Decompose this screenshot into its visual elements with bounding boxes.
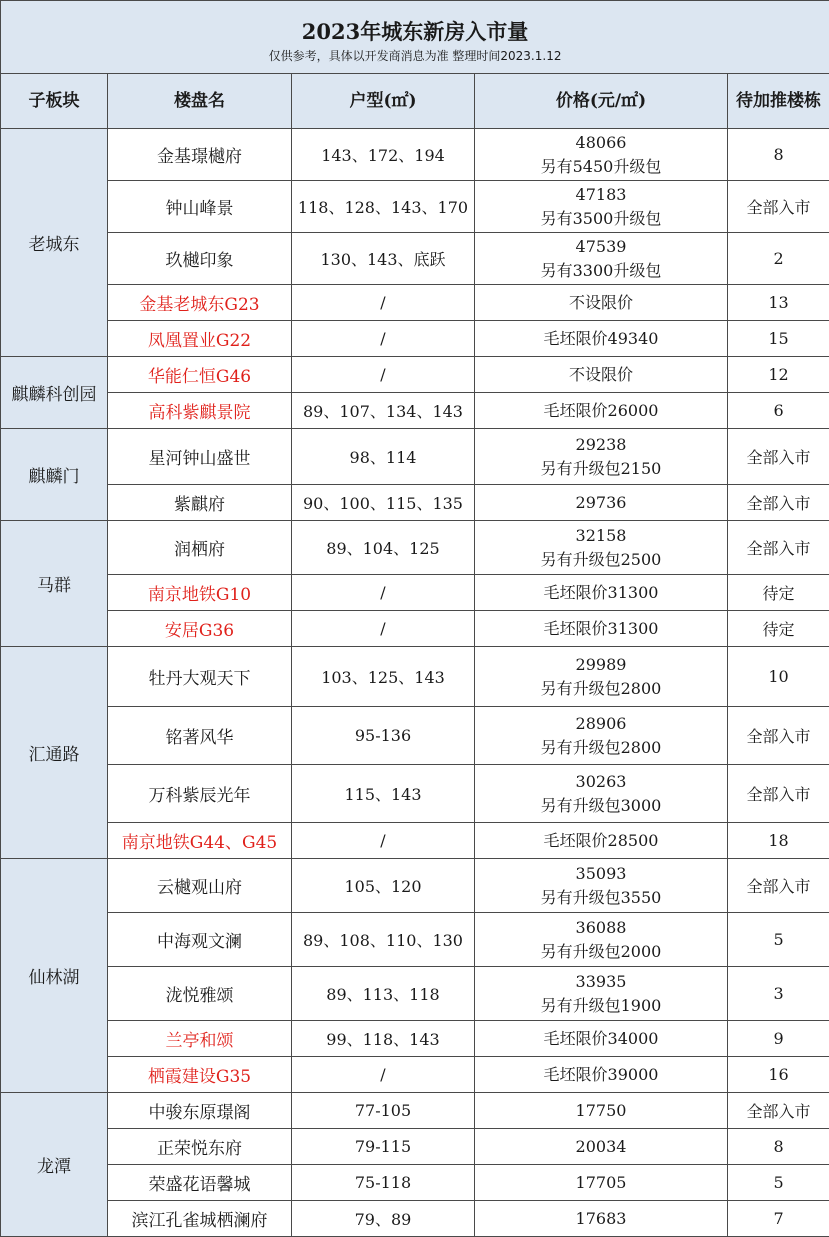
- unit-sizes: /: [292, 823, 475, 859]
- unit-sizes: /: [292, 575, 475, 611]
- project-name: 凤凰置业G22: [108, 321, 292, 357]
- project-name: 金基老城东G23: [108, 285, 292, 321]
- pending-buildings: 8: [728, 1129, 829, 1165]
- table-row: [1, 429, 829, 485]
- price-cell: [475, 611, 728, 647]
- price-value: 17683: [477, 1207, 725, 1231]
- pending-buildings: 全部入市: [728, 181, 829, 233]
- table-row: [1, 1165, 829, 1201]
- price-value: 35093: [477, 862, 725, 886]
- table-row: [1, 233, 829, 285]
- header-region: 子板块: [1, 74, 108, 129]
- price-note: 另有升级包3000: [477, 794, 725, 818]
- price-value: 毛坯限价31300: [477, 581, 725, 605]
- price-cell: [475, 285, 728, 321]
- header-price: 价格(元/㎡): [475, 74, 728, 129]
- table-row: [1, 707, 829, 765]
- page-title: 2023年城东新房入市量: [1, 18, 829, 46]
- table-row: [1, 1201, 829, 1237]
- price-value: 47539: [477, 235, 725, 259]
- table-row: [1, 393, 829, 429]
- table-row: [1, 765, 829, 823]
- page-subtitle: 仅供参考，具体以开发商消息为准 整理时间2023.1.12: [1, 48, 829, 64]
- table-row: [1, 1129, 829, 1165]
- unit-sizes: /: [292, 611, 475, 647]
- price-cell: [475, 647, 728, 707]
- price-value: 毛坯限价39000: [477, 1063, 725, 1087]
- unit-sizes: /: [292, 285, 475, 321]
- table-row: [1, 647, 829, 707]
- table-row: [1, 967, 829, 1021]
- unit-sizes: /: [292, 321, 475, 357]
- price-value: 20034: [477, 1135, 725, 1159]
- unit-sizes: 79-115: [292, 1129, 475, 1165]
- header-name: 楼盘名: [108, 74, 292, 129]
- region-cell: 马群: [1, 521, 108, 647]
- pending-buildings: 16: [728, 1057, 829, 1093]
- price-cell: [475, 1129, 728, 1165]
- price-cell: [475, 485, 728, 521]
- price-note: 另有3500升级包: [477, 207, 725, 231]
- unit-sizes: 89、108、110、130: [292, 913, 475, 967]
- project-name: 南京地铁G44、G45: [108, 823, 292, 859]
- region-cell: 龙潭: [1, 1093, 108, 1237]
- title-banner: [1, 1, 829, 74]
- pending-buildings: 待定: [728, 575, 829, 611]
- price-value: 28906: [477, 712, 725, 736]
- table-row: [1, 1021, 829, 1057]
- project-name: 南京地铁G10: [108, 575, 292, 611]
- project-name: 铭著风华: [108, 707, 292, 765]
- price-cell: [475, 575, 728, 611]
- pending-buildings: 18: [728, 823, 829, 859]
- header-row: [1, 74, 829, 129]
- pending-buildings: 全部入市: [728, 429, 829, 485]
- price-cell: [475, 707, 728, 765]
- price-note: 另有3300升级包: [477, 259, 725, 283]
- pending-buildings: 3: [728, 967, 829, 1021]
- project-name: 润栖府: [108, 521, 292, 575]
- price-note: 另有升级包2500: [477, 548, 725, 572]
- price-value: 29238: [477, 433, 725, 457]
- table-row: [1, 823, 829, 859]
- price-cell: [475, 967, 728, 1021]
- project-name: 高科紫麒景院: [108, 393, 292, 429]
- price-cell: [475, 1165, 728, 1201]
- price-note: 另有升级包3550: [477, 886, 725, 910]
- price-cell: [475, 1021, 728, 1057]
- project-name: 滨江孔雀城栖澜府: [108, 1201, 292, 1237]
- region-cell: 老城东: [1, 129, 108, 357]
- unit-sizes: 89、113、118: [292, 967, 475, 1021]
- header-status: 待加推楼栋: [728, 74, 829, 129]
- unit-sizes: 143、172、194: [292, 129, 475, 181]
- pending-buildings: 2: [728, 233, 829, 285]
- table-row: [1, 1057, 829, 1093]
- price-note: 另有5450升级包: [477, 155, 725, 179]
- pending-buildings: 7: [728, 1201, 829, 1237]
- pending-buildings: 全部入市: [728, 859, 829, 913]
- project-name: 荣盛花语馨城: [108, 1165, 292, 1201]
- region-cell: 汇通路: [1, 647, 108, 859]
- pending-buildings: 全部入市: [728, 765, 829, 823]
- project-name: 栖霞建设G35: [108, 1057, 292, 1093]
- table-row: [1, 521, 829, 575]
- table-body: [1, 129, 829, 1237]
- unit-sizes: 95-136: [292, 707, 475, 765]
- price-cell: [475, 1093, 728, 1129]
- unit-sizes: 118、128、143、170: [292, 181, 475, 233]
- unit-sizes: 105、120: [292, 859, 475, 913]
- price-cell: [475, 181, 728, 233]
- pending-buildings: 5: [728, 1165, 829, 1201]
- project-name: 华能仁恒G46: [108, 357, 292, 393]
- price-value: 32158: [477, 524, 725, 548]
- project-name: 兰亭和颂: [108, 1021, 292, 1057]
- unit-sizes: /: [292, 1057, 475, 1093]
- price-cell: [475, 521, 728, 575]
- project-name: 万科紫辰光年: [108, 765, 292, 823]
- price-cell: [475, 393, 728, 429]
- price-note: 另有升级包2800: [477, 736, 725, 760]
- project-name: 牡丹大观天下: [108, 647, 292, 707]
- pending-buildings: 10: [728, 647, 829, 707]
- price-value: 毛坯限价28500: [477, 829, 725, 853]
- pending-buildings: 待定: [728, 611, 829, 647]
- price-value: 毛坯限价31300: [477, 617, 725, 641]
- table-row: [1, 485, 829, 521]
- price-value: 17750: [477, 1099, 725, 1123]
- unit-sizes: 90、100、115、135: [292, 485, 475, 521]
- project-name: 星河钟山盛世: [108, 429, 292, 485]
- pending-buildings: 全部入市: [728, 485, 829, 521]
- price-value: 33935: [477, 970, 725, 994]
- project-name: 玖樾印象: [108, 233, 292, 285]
- table-row: [1, 859, 829, 913]
- table-row: [1, 611, 829, 647]
- table-row: [1, 575, 829, 611]
- price-value: 47183: [477, 183, 725, 207]
- pending-buildings: 6: [728, 393, 829, 429]
- price-value: 毛坯限价34000: [477, 1027, 725, 1051]
- price-cell: [475, 357, 728, 393]
- price-note: 另有升级包2800: [477, 677, 725, 701]
- price-cell: [475, 321, 728, 357]
- pending-buildings: 12: [728, 357, 829, 393]
- region-cell: 麒麟门: [1, 429, 108, 521]
- price-value: 不设限价: [477, 291, 725, 315]
- price-value: 不设限价: [477, 363, 725, 387]
- unit-sizes: 115、143: [292, 765, 475, 823]
- price-cell: [475, 823, 728, 859]
- price-cell: [475, 233, 728, 285]
- price-cell: [475, 913, 728, 967]
- price-value: 30263: [477, 770, 725, 794]
- table-row: [1, 181, 829, 233]
- unit-sizes: 103、125、143: [292, 647, 475, 707]
- price-cell: [475, 1201, 728, 1237]
- pending-buildings: 5: [728, 913, 829, 967]
- pending-buildings: 15: [728, 321, 829, 357]
- price-value: 17705: [477, 1171, 725, 1195]
- unit-sizes: 99、118、143: [292, 1021, 475, 1057]
- header-unit: 户型(㎡): [292, 74, 475, 129]
- project-name: 中海观文澜: [108, 913, 292, 967]
- project-name: 正荣悦东府: [108, 1129, 292, 1165]
- project-name: 金基璟樾府: [108, 129, 292, 181]
- price-cell: [475, 1057, 728, 1093]
- project-name: 泷悦雅颂: [108, 967, 292, 1021]
- table-row: [1, 1093, 829, 1129]
- table-row: [1, 321, 829, 357]
- price-value: 29736: [477, 491, 725, 515]
- unit-sizes: 89、107、134、143: [292, 393, 475, 429]
- project-name: 中骏东原璟阁: [108, 1093, 292, 1129]
- unit-sizes: 89、104、125: [292, 521, 475, 575]
- pending-buildings: 全部入市: [728, 521, 829, 575]
- unit-sizes: 130、143、底跃: [292, 233, 475, 285]
- price-value: 毛坯限价26000: [477, 399, 725, 423]
- price-value: 36088: [477, 916, 725, 940]
- table-row: [1, 285, 829, 321]
- project-name: 安居G36: [108, 611, 292, 647]
- table-row: [1, 129, 829, 181]
- pending-buildings: 8: [728, 129, 829, 181]
- price-cell: [475, 859, 728, 913]
- price-note: 另有升级包2000: [477, 940, 725, 964]
- unit-sizes: /: [292, 357, 475, 393]
- price-cell: [475, 129, 728, 181]
- unit-sizes: 77-105: [292, 1093, 475, 1129]
- pending-buildings: 全部入市: [728, 707, 829, 765]
- price-value: 29989: [477, 653, 725, 677]
- unit-sizes: 98、114: [292, 429, 475, 485]
- price-cell: [475, 765, 728, 823]
- region-cell: 麒麟科创园: [1, 357, 108, 429]
- pending-buildings: 13: [728, 285, 829, 321]
- pending-buildings: 全部入市: [728, 1093, 829, 1129]
- price-value: 48066: [477, 131, 725, 155]
- price-value: 毛坯限价49340: [477, 327, 725, 351]
- region-cell: 仙林湖: [1, 859, 108, 1093]
- pending-buildings: 9: [728, 1021, 829, 1057]
- price-cell: [475, 429, 728, 485]
- price-note: 另有升级包1900: [477, 994, 725, 1018]
- unit-sizes: 75-118: [292, 1165, 475, 1201]
- project-name: 紫麒府: [108, 485, 292, 521]
- table-row: [1, 913, 829, 967]
- price-note: 另有升级包2150: [477, 457, 725, 481]
- table-row: [1, 357, 829, 393]
- project-name: 云樾观山府: [108, 859, 292, 913]
- project-name: 钟山峰景: [108, 181, 292, 233]
- unit-sizes: 79、89: [292, 1201, 475, 1237]
